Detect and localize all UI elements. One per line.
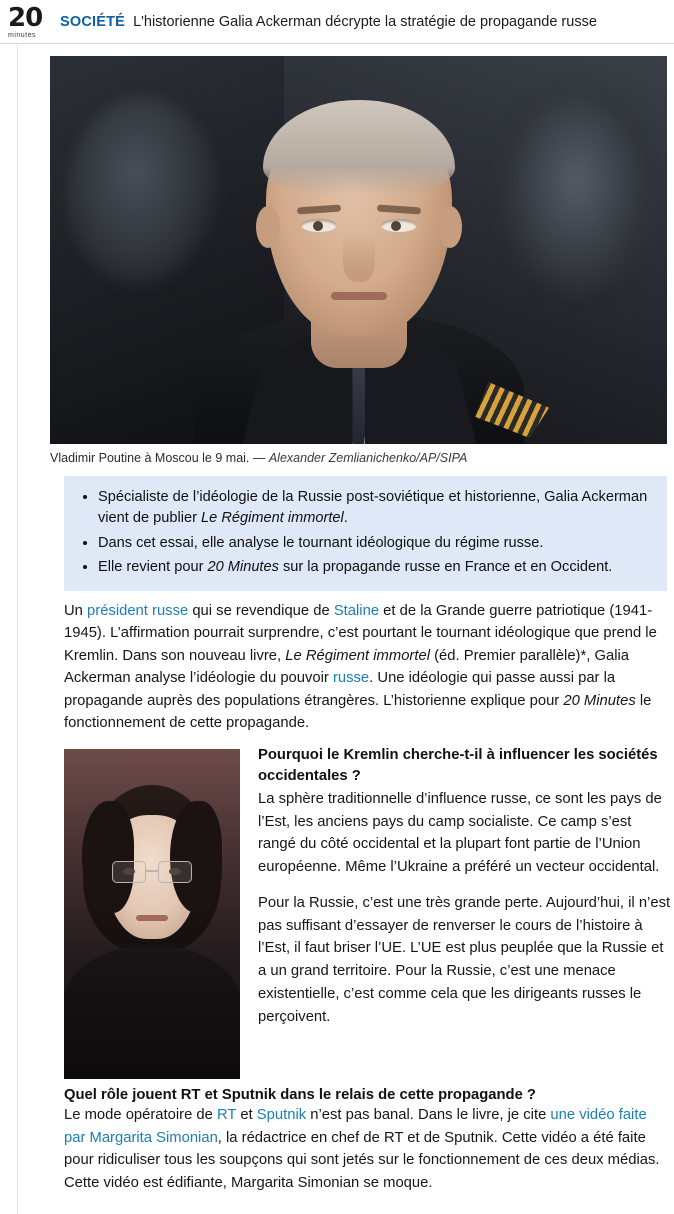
link-russe[interactable]: russe [332,670,370,687]
keypoint-text-3b: sur la propagande russe en France et en Occident. [278,558,613,575]
portrait-glasses-bridge [146,870,158,872]
list-item [98,557,653,578]
lead-figure [50,56,666,466]
subject-ear-left [256,206,280,248]
logo-number: 20 [8,2,43,33]
image-caption [50,444,666,466]
portrait-mouth [136,915,168,921]
background-person-left [68,96,218,286]
interview-answer-1b: Pour la Russie, c’est une très grande perte. Aujourd’hui, il n’est pas suffisant d’essayer de renverser le cours de l’histoire à l’Est, il faut briser l’UE. L’UE est plus peuplée que la Russie et a un grand territoire. Pour la Russie, c’est une menace existentielle, c’est comme cela que les dirigeants russes le perçoivent. [258,894,671,1025]
portrait-glasses-right [158,861,192,883]
portrait-image-galia-ackerman [64,749,240,1079]
page-title: L'historienne Galia Ackerman décrypte la stratégie de propagande russe [133,13,597,30]
portrait-glasses-left [112,861,146,883]
intro-s3: et de la Grande guerre patriotique (1941-1945). L’affirmation pourrait surprendre, c’est pourtant le tournant idéologique que prend le Kremlin. Dans son nouveau livre, [64,602,657,664]
site-header [0,0,674,44]
link-video-margarita-simonian[interactable]: une vidéo faite par Margarita Simonian [64,1106,647,1146]
subject-pupil-left [313,221,323,231]
interview-block [64,745,672,1085]
key-points-box [64,476,667,591]
subject-pupil-right [391,221,401,231]
caption-credit: Alexander Zemlianichenko/AP/SIPA [268,451,468,465]
link-rt[interactable]: RT [217,1106,237,1123]
keypoint-text-1a: Spécialiste de l’idéologie de la Russie post-soviétique et historienne, Galia Ackerman vient de publier [98,489,648,527]
interview-answer-2 [64,1104,672,1195]
interview-question-2: Quel rôle jouent RT et Sputnik dans le relais de cette propagande ? [64,1086,536,1103]
intro-paragraph [64,600,672,735]
intro-s6: le fonctionnement de cette propagande. [64,692,652,732]
keypoint-text-2a: Dans cet essai, elle analyse le tournant idéologique du régime russe. [98,534,544,551]
intro-s4: (éd. Premier parallèle)*, Galia Ackerman analyse l’idéologie du pouvoir [64,647,629,687]
answer2-t3: n’est pas banal. Dans le livre, je cite [306,1106,551,1123]
keypoint-italic-1: Le Régiment immortel [201,510,344,527]
portrait-hair-left [82,801,134,913]
subject-nose [343,234,375,282]
lead-image [50,56,667,444]
intro-s1: Un [64,602,88,619]
portrait-body [64,947,240,1079]
keypoint-text-3a: Elle revient pour [98,558,208,575]
intro-s2: qui se revendique de [188,602,334,619]
answer2-t2: et [236,1106,257,1123]
header-category[interactable]: SOCIÉTÉ [60,13,126,30]
subject-mouth [331,292,387,300]
link-staline[interactable]: Staline [333,602,380,619]
interview-answer-1a: La sphère traditionnelle d’influence russe, ce sont les pays de l’Est, les anciens pays du camp socialiste. Ce camp s’est rangé du côté occidental et la plupart font partie de l’Union européenne. Même l’Ukraine a préféré un vecteur occidental. [258,790,662,876]
caption-text: Vladimir Poutine à Moscou le 9 mai. — [50,451,269,465]
link-president-russe[interactable]: président russe [87,602,189,619]
intro-s5: . Une idéologie qui passe aussi par la propagande auprès des populations étrangères. L’historienne explique pour [64,670,616,709]
site-logo[interactable] [8,2,52,39]
list-item [98,533,653,554]
keypoint-italic-3: 20 Minutes [207,558,279,575]
link-sputnik[interactable]: Sputnik [256,1106,307,1123]
interview-question-1: Pourquoi le Kremlin cherche-t-il à influencer les sociétés occidentales ? [258,746,658,784]
list-item [98,487,653,529]
article-content [19,44,674,1195]
subject-ear-right [438,206,462,248]
intro-italic-2: 20 Minutes [563,692,636,709]
intro-italic-1: Le Régiment immortel [285,647,430,664]
answer2-t1: Le mode opératoire de [64,1106,218,1123]
key-points-list [78,487,653,578]
background-person-right [497,86,657,296]
portrait-hair-right [170,801,222,913]
logo-wordmark: minutes [8,31,37,39]
article-intro [64,600,672,735]
keypoint-text-1b: . [343,510,348,527]
left-rail [0,45,18,1214]
answer2-t4: , la rédactrice en chef de RT et de Sputnik. Cette vidéo a été faite pour ridiculiser tous les soupçons qui sont jetés sur le fonctionnement de ces deux médias. Cette vidéo est édifiante, Margarita Simonian se moque. [64,1129,660,1192]
